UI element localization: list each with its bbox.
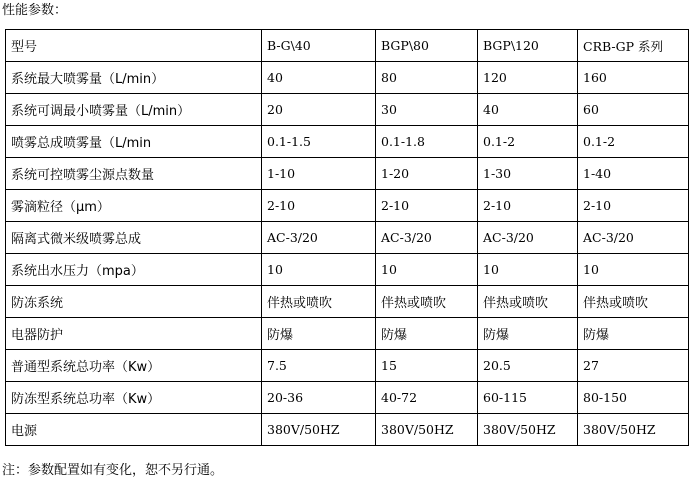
table-row [6, 318, 689, 350]
row-label: 系统可调最小喷雾量（L/min） [6, 94, 262, 126]
table-cell: 防爆 [376, 318, 478, 350]
table-cell: 380V/50HZ [262, 414, 376, 446]
table-row [6, 62, 689, 94]
table-cell: 伴热或喷吹 [376, 286, 478, 318]
table-cell: 0.1-1.8 [376, 126, 478, 158]
header-cell: BGP\120 [478, 30, 578, 62]
table-cell: 7.5 [262, 350, 376, 382]
table-row [6, 350, 689, 382]
table-row [6, 94, 689, 126]
table-cell: 伴热或喷吹 [262, 286, 376, 318]
table-row [6, 190, 689, 222]
table-cell: 防爆 [578, 318, 689, 350]
row-label: 系统出水压力（mpa） [6, 254, 262, 286]
row-label: 雾滴粒径（μm） [6, 190, 262, 222]
table-cell: 10 [262, 254, 376, 286]
table-cell: 10 [578, 254, 689, 286]
table-row [6, 254, 689, 286]
table-cell: 80-150 [578, 382, 689, 414]
table-cell: 30 [376, 94, 478, 126]
table-row [6, 414, 689, 446]
table-row [6, 382, 689, 414]
header-cell: B-G\40 [262, 30, 376, 62]
table-row [6, 222, 689, 254]
header-cell: BGP\80 [376, 30, 478, 62]
table-cell: 1-30 [478, 158, 578, 190]
table-cell: 160 [578, 62, 689, 94]
table-cell: 2-10 [478, 190, 578, 222]
table-cell: 2-10 [262, 190, 376, 222]
table-cell: 伴热或喷吹 [478, 286, 578, 318]
table-cell: 380V/50HZ [578, 414, 689, 446]
row-label: 系统可控喷雾尘源点数量 [6, 158, 262, 190]
table-cell: 20-36 [262, 382, 376, 414]
table-cell: 80 [376, 62, 478, 94]
table-cell: 2-10 [578, 190, 689, 222]
footnote: 注：参数配置如有变化，恕不另行通。 [2, 463, 224, 478]
table-cell: AC-3/20 [478, 222, 578, 254]
table-row [6, 286, 689, 318]
row-label: 普通型系统总功率（Kw） [6, 350, 262, 382]
row-label: 电源 [6, 414, 262, 446]
table-cell: 0.1-1.5 [262, 126, 376, 158]
table-cell: 40 [478, 94, 578, 126]
table-row [6, 158, 689, 190]
table-cell: 10 [478, 254, 578, 286]
table-cell: AC-3/20 [262, 222, 376, 254]
table-cell: 伴热或喷吹 [578, 286, 689, 318]
table-cell: 40 [262, 62, 376, 94]
caption: 性能参数： [2, 3, 68, 18]
table-cell: 20.5 [478, 350, 578, 382]
row-label: 系统最大喷雾量（L/min） [6, 62, 262, 94]
table-row [6, 126, 689, 158]
table-cell: 380V/50HZ [478, 414, 578, 446]
row-label: 电器防护 [6, 318, 262, 350]
table-cell: 1-20 [376, 158, 478, 190]
table-header-row [6, 30, 689, 62]
row-label: 防冻型系统总功率（Kw） [6, 382, 262, 414]
table-cell: AC-3/20 [578, 222, 689, 254]
table-cell: AC-3/20 [376, 222, 478, 254]
table-cell: 60-115 [478, 382, 578, 414]
header-cell: CRB-GP 系列 [578, 30, 689, 62]
table-cell: 380V/50HZ [376, 414, 478, 446]
table-cell: 60 [578, 94, 689, 126]
table-cell: 20 [262, 94, 376, 126]
header-cell-model: 型号 [6, 30, 262, 62]
performance-table [5, 29, 689, 446]
table-cell: 防爆 [262, 318, 376, 350]
table-cell: 27 [578, 350, 689, 382]
table-cell: 1-10 [262, 158, 376, 190]
table-cell: 1-40 [578, 158, 689, 190]
table-cell: 0.1-2 [478, 126, 578, 158]
table-cell: 40-72 [376, 382, 478, 414]
table-cell: 15 [376, 350, 478, 382]
row-label: 喷雾总成喷雾量（L/min [6, 126, 262, 158]
row-label: 隔离式微米级喷雾总成 [6, 222, 262, 254]
table-cell: 120 [478, 62, 578, 94]
table-cell: 0.1-2 [578, 126, 689, 158]
table-cell: 防爆 [478, 318, 578, 350]
row-label: 防冻系统 [6, 286, 262, 318]
table-cell: 10 [376, 254, 478, 286]
table-cell: 2-10 [376, 190, 478, 222]
